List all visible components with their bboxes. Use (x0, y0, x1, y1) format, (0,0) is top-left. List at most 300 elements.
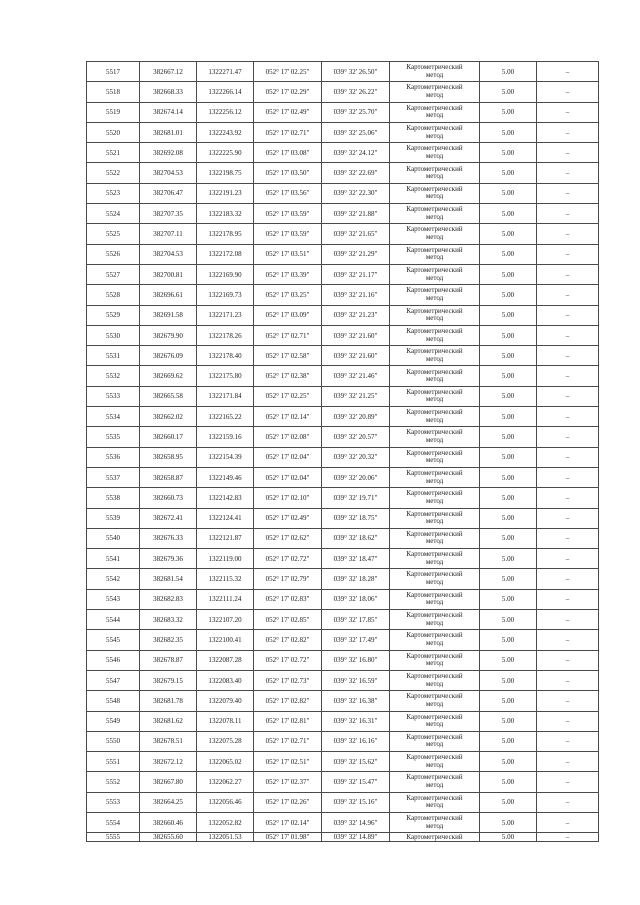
method-line-2: метод (425, 760, 444, 769)
longitude-cell: 039° 32' 20.32" (322, 447, 390, 467)
point-number-cell: 5550 (87, 731, 140, 751)
x-coordinate-cell: 382658.95 (140, 447, 197, 467)
latitude-cell: 052° 17' 01.98" (254, 833, 322, 842)
method-line-2: метод (425, 212, 444, 221)
method-line-2: метод (425, 293, 444, 302)
accuracy-cell: 5.00 (480, 528, 537, 548)
method-line-1: Картометрический (406, 611, 463, 620)
method-line-2: метод (425, 801, 444, 810)
method-line-2: метод (425, 253, 444, 262)
longitude-cell: 039° 32' 17.49" (322, 630, 390, 650)
latitude-cell: 052° 17' 02.71" (254, 731, 322, 751)
method-line-1: Картометрический (406, 306, 463, 315)
method-line-1: Картометрический (406, 833, 463, 842)
accuracy-cell: 5.00 (480, 62, 537, 82)
method-line-2: метод (425, 111, 444, 120)
method-line-2: метод (425, 517, 444, 526)
accuracy-cell: 5.00 (480, 244, 537, 264)
point-number-cell: 5539 (87, 508, 140, 528)
accuracy-cell: 5.00 (480, 508, 537, 528)
table-row (87, 244, 599, 264)
y-coordinate-cell: 1322165.22 (197, 407, 254, 427)
latitude-cell: 052° 17' 02.49" (254, 102, 322, 122)
method-line-2: метод (425, 456, 444, 465)
method-cell (390, 143, 480, 163)
method-cell (390, 569, 480, 589)
table-row (87, 610, 599, 630)
method-cell (390, 447, 480, 467)
table-row (87, 691, 599, 711)
point-number-cell: 5555 (87, 833, 140, 842)
description-cell: – (537, 325, 599, 345)
point-number-cell: 5529 (87, 305, 140, 325)
x-coordinate-cell: 382707.35 (140, 204, 197, 224)
description-cell: – (537, 102, 599, 122)
x-coordinate-cell: 382683.32 (140, 610, 197, 630)
y-coordinate-cell: 1322171.23 (197, 305, 254, 325)
y-coordinate-cell: 1322266.14 (197, 82, 254, 102)
description-cell: – (537, 691, 599, 711)
method-cell (390, 407, 480, 427)
method-line-1: Картометрический (406, 164, 463, 173)
method-line-1: Картометрический (406, 753, 463, 762)
description-cell: – (537, 711, 599, 731)
latitude-cell: 052° 17' 02.72" (254, 650, 322, 670)
method-line-2: метод (425, 354, 444, 363)
x-coordinate-cell: 382678.87 (140, 650, 197, 670)
method-cell (390, 285, 480, 305)
longitude-cell: 039° 32' 21.16" (322, 285, 390, 305)
method-line-1: Картометрический (406, 651, 463, 660)
latitude-cell: 052° 17' 02.83" (254, 589, 322, 609)
point-number-cell: 5520 (87, 122, 140, 142)
x-coordinate-cell: 382696.61 (140, 285, 197, 305)
description-cell: – (537, 244, 599, 264)
latitude-cell: 052° 17' 03.59" (254, 224, 322, 244)
y-coordinate-cell: 1322075.28 (197, 731, 254, 751)
table-row (87, 305, 599, 325)
point-number-cell: 5517 (87, 62, 140, 82)
table-row (87, 224, 599, 244)
method-line-1: Картометрический (406, 286, 463, 295)
table-row (87, 711, 599, 731)
y-coordinate-cell: 1322142.83 (197, 488, 254, 508)
table-row (87, 589, 599, 609)
longitude-cell: 039° 32' 21.88" (322, 204, 390, 224)
method-line-2: метод (425, 638, 444, 647)
table-row (87, 285, 599, 305)
description-cell: – (537, 488, 599, 508)
description-cell: – (537, 731, 599, 751)
description-cell: – (537, 346, 599, 366)
method-line-2: метод (425, 781, 444, 790)
y-coordinate-cell: 1322171.84 (197, 386, 254, 406)
accuracy-cell: 5.00 (480, 549, 537, 569)
accuracy-cell: 5.00 (480, 731, 537, 751)
point-number-cell: 5532 (87, 366, 140, 386)
latitude-cell: 052° 17' 02.81" (254, 711, 322, 731)
method-line-2: метод (425, 476, 444, 485)
method-line-1: Картометрический (406, 266, 463, 275)
method-line-1: Картометрический (406, 509, 463, 518)
accuracy-cell: 5.00 (480, 792, 537, 812)
x-coordinate-cell: 382692.08 (140, 143, 197, 163)
method-line-2: метод (425, 699, 444, 708)
table-row (87, 812, 599, 832)
x-coordinate-cell: 382700.81 (140, 264, 197, 284)
description-cell: – (537, 752, 599, 772)
method-line-1: Картометрический (406, 225, 463, 234)
method-line-1: Картометрический (406, 144, 463, 153)
table-row (87, 528, 599, 548)
y-coordinate-cell: 1322149.46 (197, 467, 254, 487)
table-row (87, 204, 599, 224)
description-cell: – (537, 285, 599, 305)
method-line-1: Картометрический (406, 103, 463, 112)
method-cell (390, 670, 480, 690)
y-coordinate-cell: 1322100.41 (197, 630, 254, 650)
method-line-2: метод (425, 233, 444, 242)
method-cell (390, 62, 480, 82)
y-coordinate-cell: 1322062.27 (197, 772, 254, 792)
method-line-2: метод (425, 598, 444, 607)
longitude-cell: 039° 32' 16.31" (322, 711, 390, 731)
y-coordinate-cell: 1322256.12 (197, 102, 254, 122)
point-number-cell: 5526 (87, 244, 140, 264)
method-cell (390, 691, 480, 711)
description-cell: – (537, 386, 599, 406)
method-cell (390, 812, 480, 832)
table-row (87, 346, 599, 366)
latitude-cell: 052° 17' 02.25" (254, 62, 322, 82)
x-coordinate-cell: 382682.35 (140, 630, 197, 650)
method-cell (390, 792, 480, 812)
table-row (87, 62, 599, 82)
table-row (87, 731, 599, 751)
description-cell: – (537, 467, 599, 487)
method-line-2: метод (425, 659, 444, 668)
point-number-cell: 5537 (87, 467, 140, 487)
method-cell (390, 325, 480, 345)
method-cell (390, 711, 480, 731)
point-number-cell: 5551 (87, 752, 140, 772)
longitude-cell: 039° 32' 16.16" (322, 731, 390, 751)
accuracy-cell: 5.00 (480, 122, 537, 142)
point-number-cell: 5518 (87, 82, 140, 102)
method-cell (390, 163, 480, 183)
method-line-1: Картометрический (406, 184, 463, 193)
point-number-cell: 5549 (87, 711, 140, 731)
point-number-cell: 5554 (87, 812, 140, 832)
accuracy-cell: 5.00 (480, 407, 537, 427)
description-cell: – (537, 670, 599, 690)
y-coordinate-cell: 1322271.47 (197, 62, 254, 82)
y-coordinate-cell: 1322225.90 (197, 143, 254, 163)
point-number-cell: 5525 (87, 224, 140, 244)
longitude-cell: 039° 32' 21.25" (322, 386, 390, 406)
x-coordinate-cell: 382667.12 (140, 62, 197, 82)
longitude-cell: 039° 32' 14.89" (322, 833, 390, 842)
accuracy-cell: 5.00 (480, 82, 537, 102)
point-number-cell: 5552 (87, 772, 140, 792)
method-line-1: Картометрический (406, 529, 463, 538)
y-coordinate-cell: 1322191.23 (197, 183, 254, 203)
table-row (87, 122, 599, 142)
method-cell (390, 731, 480, 751)
method-line-2: метод (425, 821, 444, 830)
accuracy-cell: 5.00 (480, 812, 537, 832)
method-cell (390, 102, 480, 122)
method-cell (390, 366, 480, 386)
point-number-cell: 5546 (87, 650, 140, 670)
latitude-cell: 052° 17' 02.26" (254, 792, 322, 812)
point-number-cell: 5521 (87, 143, 140, 163)
method-line-1: Картометрический (406, 732, 463, 741)
y-coordinate-cell: 1322169.73 (197, 285, 254, 305)
y-coordinate-cell: 1322178.95 (197, 224, 254, 244)
longitude-cell: 039° 32' 16.80" (322, 650, 390, 670)
y-coordinate-cell: 1322087.28 (197, 650, 254, 670)
method-cell (390, 610, 480, 630)
latitude-cell: 052° 17' 02.14" (254, 407, 322, 427)
description-cell: – (537, 569, 599, 589)
method-cell (390, 82, 480, 102)
x-coordinate-cell: 382660.17 (140, 427, 197, 447)
description-cell: – (537, 183, 599, 203)
table-row (87, 386, 599, 406)
latitude-cell: 052° 17' 02.49" (254, 508, 322, 528)
y-coordinate-cell: 1322172.08 (197, 244, 254, 264)
table-row (87, 467, 599, 487)
table-row (87, 549, 599, 569)
longitude-cell: 039° 32' 21.60" (322, 325, 390, 345)
method-line-1: Картометрический (406, 489, 463, 498)
latitude-cell: 052° 17' 02.85" (254, 610, 322, 630)
description-cell: – (537, 427, 599, 447)
method-line-1: Картометрический (406, 245, 463, 254)
method-line-1: Картометрический (406, 570, 463, 579)
method-line-1: Картометрический (406, 671, 463, 680)
method-line-2: метод (425, 70, 444, 79)
method-line-2: метод (425, 618, 444, 627)
description-cell: – (537, 143, 599, 163)
point-number-cell: 5522 (87, 163, 140, 183)
latitude-cell: 052° 17' 03.08" (254, 143, 322, 163)
description-cell: – (537, 224, 599, 244)
table-row (87, 427, 599, 447)
method-line-1: Картометрический (406, 83, 463, 92)
longitude-cell: 039° 32' 22.69" (322, 163, 390, 183)
accuracy-cell: 5.00 (480, 772, 537, 792)
point-number-cell: 5524 (87, 204, 140, 224)
method-line-1: Картометрический (406, 448, 463, 457)
x-coordinate-cell: 382706.47 (140, 183, 197, 203)
method-cell (390, 772, 480, 792)
longitude-cell: 039° 32' 18.47" (322, 549, 390, 569)
latitude-cell: 052° 17' 02.37" (254, 772, 322, 792)
accuracy-cell: 5.00 (480, 305, 537, 325)
method-line-2: метод (425, 192, 444, 201)
y-coordinate-cell: 1322111.24 (197, 589, 254, 609)
x-coordinate-cell: 382704.53 (140, 244, 197, 264)
y-coordinate-cell: 1322052.82 (197, 812, 254, 832)
x-coordinate-cell: 382707.11 (140, 224, 197, 244)
method-line-2: метод (425, 131, 444, 140)
table-row (87, 569, 599, 589)
point-number-cell: 5543 (87, 589, 140, 609)
method-cell (390, 122, 480, 142)
longitude-cell: 039° 32' 26.50" (322, 62, 390, 82)
method-line-2: метод (425, 740, 444, 749)
latitude-cell: 052° 17' 02.14" (254, 812, 322, 832)
y-coordinate-cell: 1322175.80 (197, 366, 254, 386)
method-line-2: метод (425, 415, 444, 424)
point-number-cell: 5527 (87, 264, 140, 284)
method-line-2: метод (425, 537, 444, 546)
x-coordinate-cell: 382681.78 (140, 691, 197, 711)
y-coordinate-cell: 1322124.41 (197, 508, 254, 528)
accuracy-cell: 5.00 (480, 711, 537, 731)
method-line-1: Картометрический (406, 387, 463, 396)
latitude-cell: 052° 17' 03.09" (254, 305, 322, 325)
table-row (87, 325, 599, 345)
longitude-cell: 039° 32' 20.57" (322, 427, 390, 447)
description-cell: – (537, 264, 599, 284)
table-row (87, 183, 599, 203)
longitude-cell: 039° 32' 26.22" (322, 82, 390, 102)
accuracy-cell: 5.00 (480, 163, 537, 183)
accuracy-cell: 5.00 (480, 366, 537, 386)
latitude-cell: 052° 17' 02.25" (254, 386, 322, 406)
y-coordinate-cell: 1322178.26 (197, 325, 254, 345)
accuracy-cell: 5.00 (480, 691, 537, 711)
x-coordinate-cell: 382681.01 (140, 122, 197, 142)
x-coordinate-cell: 382681.54 (140, 569, 197, 589)
x-coordinate-cell: 382672.12 (140, 752, 197, 772)
x-coordinate-cell: 382682.83 (140, 589, 197, 609)
latitude-cell: 052° 17' 03.56" (254, 183, 322, 203)
method-cell (390, 589, 480, 609)
method-line-1: Картометрический (406, 63, 463, 72)
accuracy-cell: 5.00 (480, 569, 537, 589)
method-cell (390, 224, 480, 244)
table-row (87, 407, 599, 427)
y-coordinate-cell: 1322078.11 (197, 711, 254, 731)
latitude-cell: 052° 17' 02.79" (254, 569, 322, 589)
accuracy-cell: 5.00 (480, 204, 537, 224)
point-number-cell: 5538 (87, 488, 140, 508)
description-cell: – (537, 82, 599, 102)
point-number-cell: 5536 (87, 447, 140, 467)
latitude-cell: 052° 17' 02.58" (254, 346, 322, 366)
accuracy-cell: 5.00 (480, 143, 537, 163)
method-cell (390, 650, 480, 670)
y-coordinate-cell: 1322119.00 (197, 549, 254, 569)
description-cell: – (537, 589, 599, 609)
longitude-cell: 039° 32' 16.59" (322, 670, 390, 690)
accuracy-cell: 5.00 (480, 488, 537, 508)
method-line-2: метод (425, 496, 444, 505)
latitude-cell: 052° 17' 02.04" (254, 467, 322, 487)
latitude-cell: 052° 17' 02.73" (254, 670, 322, 690)
accuracy-cell: 5.00 (480, 427, 537, 447)
method-line-2: метод (425, 557, 444, 566)
accuracy-cell: 5.00 (480, 285, 537, 305)
description-cell: – (537, 305, 599, 325)
x-coordinate-cell: 382660.46 (140, 812, 197, 832)
table-body (87, 62, 599, 842)
x-coordinate-cell: 382668.33 (140, 82, 197, 102)
longitude-cell: 039° 32' 24.12" (322, 143, 390, 163)
longitude-cell: 039° 32' 20.89" (322, 407, 390, 427)
latitude-cell: 052° 17' 03.50" (254, 163, 322, 183)
y-coordinate-cell: 1322051.53 (197, 833, 254, 842)
y-coordinate-cell: 1322159.16 (197, 427, 254, 447)
table-row (87, 630, 599, 650)
longitude-cell: 039° 32' 17.85" (322, 610, 390, 630)
longitude-cell: 039° 32' 21.65" (322, 224, 390, 244)
point-number-cell: 5534 (87, 407, 140, 427)
longitude-cell: 039° 32' 21.17" (322, 264, 390, 284)
longitude-cell: 039° 32' 20.06" (322, 467, 390, 487)
method-line-2: метод (425, 90, 444, 99)
description-cell: – (537, 812, 599, 832)
longitude-cell: 039° 32' 15.62" (322, 752, 390, 772)
method-line-1: Картометрический (406, 347, 463, 356)
description-cell: – (537, 630, 599, 650)
table-row (87, 772, 599, 792)
method-line-2: метод (425, 375, 444, 384)
method-cell (390, 204, 480, 224)
longitude-cell: 039° 32' 18.28" (322, 569, 390, 589)
y-coordinate-cell: 1322178.40 (197, 346, 254, 366)
description-cell: – (537, 163, 599, 183)
description-cell: – (537, 610, 599, 630)
latitude-cell: 052° 17' 02.51" (254, 752, 322, 772)
x-coordinate-cell: 382679.15 (140, 670, 197, 690)
table-row (87, 102, 599, 122)
x-coordinate-cell: 382665.58 (140, 386, 197, 406)
latitude-cell: 052° 17' 03.39" (254, 264, 322, 284)
point-number-cell: 5544 (87, 610, 140, 630)
method-line-1: Картометрический (406, 814, 463, 823)
y-coordinate-cell: 1322107.20 (197, 610, 254, 630)
description-cell: – (537, 62, 599, 82)
method-cell (390, 630, 480, 650)
accuracy-cell: 5.00 (480, 346, 537, 366)
table-row (87, 670, 599, 690)
longitude-cell: 039° 32' 21.29" (322, 244, 390, 264)
x-coordinate-cell: 382676.09 (140, 346, 197, 366)
method-line-2: метод (425, 334, 444, 343)
method-line-1: Картометрический (406, 428, 463, 437)
x-coordinate-cell: 382660.73 (140, 488, 197, 508)
method-line-1: Картометрический (406, 712, 463, 721)
accuracy-cell: 5.00 (480, 630, 537, 650)
point-number-cell: 5547 (87, 670, 140, 690)
accuracy-cell: 5.00 (480, 102, 537, 122)
point-number-cell: 5535 (87, 427, 140, 447)
table-row (87, 488, 599, 508)
method-line-1: Картометрический (406, 692, 463, 701)
method-line-2: метод (425, 273, 444, 282)
description-cell: – (537, 204, 599, 224)
method-cell (390, 549, 480, 569)
method-line-1: Картометрический (406, 590, 463, 599)
latitude-cell: 052° 17' 02.38" (254, 366, 322, 386)
latitude-cell: 052° 17' 02.82" (254, 691, 322, 711)
latitude-cell: 052° 17' 02.72" (254, 549, 322, 569)
